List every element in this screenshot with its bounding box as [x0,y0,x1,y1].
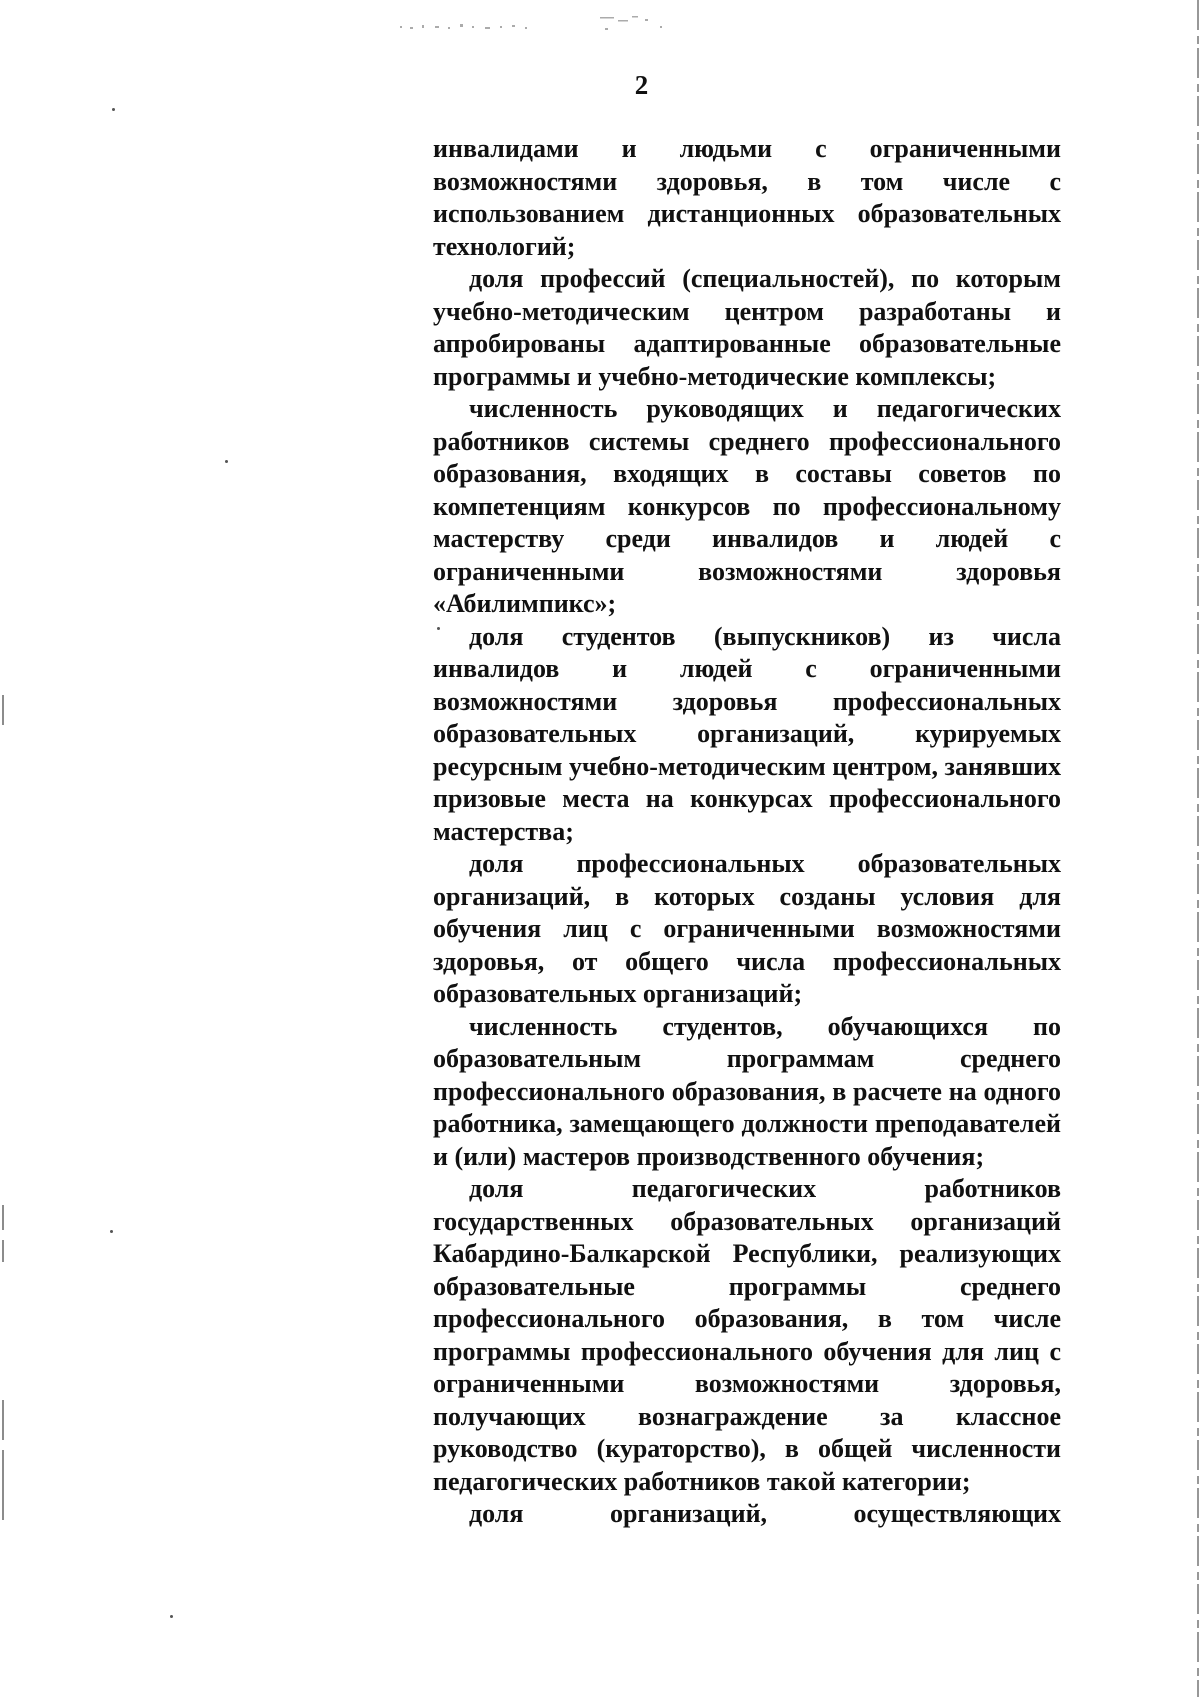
scan-speck [170,1615,173,1618]
paragraph: доля профессиональных образовательных организаций, в которых созданы условия для обучения лиц с ограниченными возможностями здоровья, от общего числа профессиональных образовательных организаций; [433,849,1061,1008]
document-body [433,133,1061,1531]
paragraph: доля педагогических работников государственных образовательных организаций Кабардино-Балкарской Республики, реализующих образовательные программы среднего профессионального образования, в том числе программы профессионального обучения для лиц с ограниченными возможностями здоровья, получающих вознаграждение за классное руководство (кураторство), в общей численности педагогических работников такой категории; [433,1174,1061,1496]
scan-speck [112,108,115,111]
paragraph: доля организаций, осуществляющих [469,1499,1061,1528]
page-number: 2 [634,70,649,100]
scan-edge-marks [0,0,30,1697]
paragraph: доля профессий (специальностей), по которым учебно-методическим центром разработаны и апробированы адаптированные образовательные программы и учебно-методические комплексы; [433,264,1061,391]
paragraph: численность руководящих и педагогических работников системы среднего профессионального образования, входящих в составы советов по компетенциям конкурсов по профессиональному мастерству среди инвалидов и людей с ограниченными возможностями здоровья «Абилимпикс»; [433,394,1061,618]
paragraph: доля студентов (выпускников) из числа инвалидов и людей с ограниченными возможностями здоровья профессиональных образовательных организаций, курируемых ресурсным учебно-методическим центром, занявших призовые места на конкурсах профессионального мастерства; [433,621,1061,846]
scan-speck [225,460,228,463]
paragraph: инвалидами и людьми с ограниченными возможностями здоровья, в том числе с использованием дистанционных образовательных технологий; [433,134,1061,261]
scan-speck [110,1230,113,1233]
paragraph: численность студентов, обучающихся по образовательным программам среднего профессионального образования, в расчете на одного работника, замещающего должности преподавателей и (или) мастеров производственного обучения; [433,1011,1061,1171]
scan-speck [437,627,440,630]
scan-artifact [400,14,730,36]
scan-edge [1194,0,1200,1697]
